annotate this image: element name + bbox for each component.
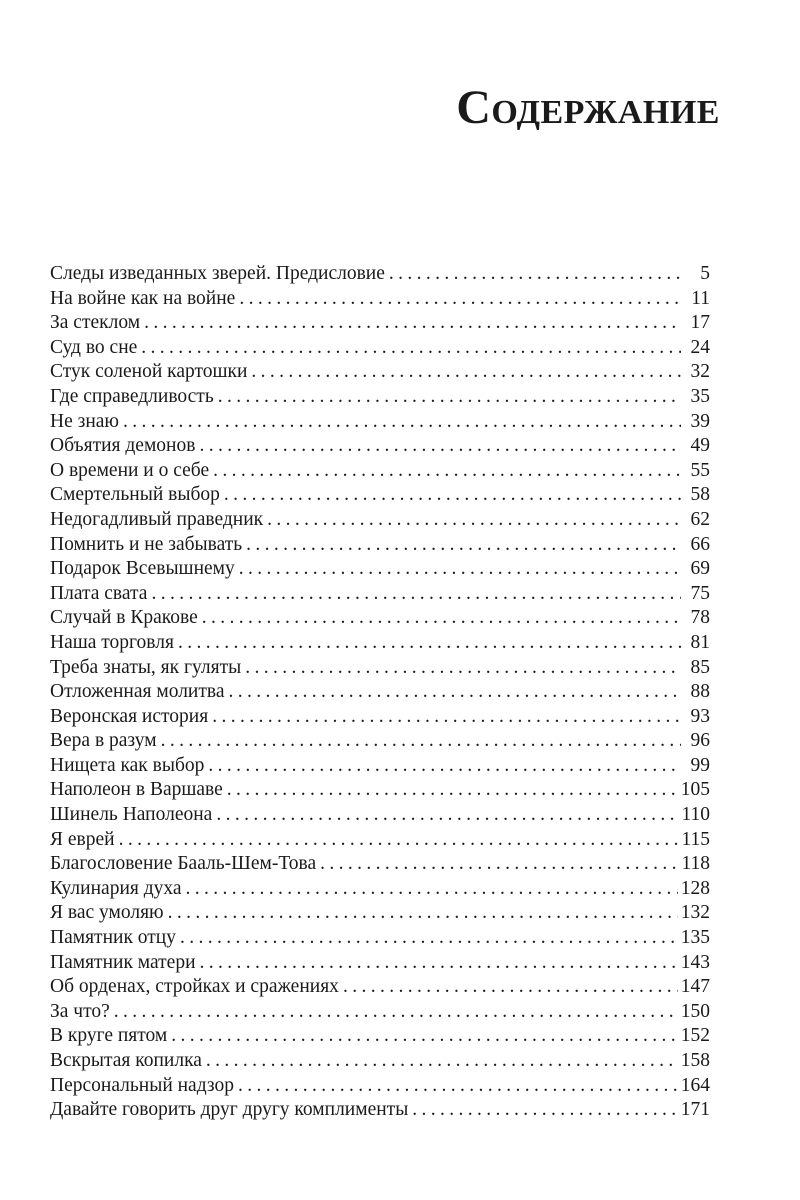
toc-page-number: 17	[690, 312, 710, 334]
table-of-contents	[50, 262, 710, 1123]
toc-entry-title: Я вас умоляю	[50, 902, 164, 924]
toc-entry	[50, 1049, 710, 1074]
leader-dots	[227, 778, 678, 803]
toc-page-number: 85	[690, 656, 710, 678]
leader-dots	[228, 680, 681, 705]
toc-entry-title: Нищета как выбор	[50, 754, 205, 776]
leader-dots	[119, 828, 679, 853]
toc-entry-title: На войне как на войне	[50, 287, 236, 309]
leader-dots	[161, 729, 681, 754]
toc-entry-title: Памятник отцу	[50, 927, 176, 949]
toc-entry-title: Суд во сне	[50, 336, 138, 358]
leader-dots	[178, 631, 681, 656]
toc-entry-title: В круге пятом	[50, 1025, 168, 1047]
toc-entry	[50, 926, 710, 951]
toc-page-number: 110	[681, 804, 710, 826]
leader-dots	[389, 262, 681, 287]
leader-dots	[199, 434, 681, 459]
toc-page-number: 152	[680, 1025, 710, 1047]
leader-dots	[151, 582, 681, 607]
toc-entry	[50, 778, 710, 803]
leader-dots	[206, 1049, 678, 1074]
toc-page-number: 147	[680, 976, 710, 998]
toc-entry	[50, 606, 710, 631]
leader-dots	[208, 754, 681, 779]
leader-dots	[343, 975, 678, 1000]
toc-entry-title: О времени и о себе	[50, 459, 210, 481]
leader-dots	[239, 557, 681, 582]
toc-entry-title: Наша торговля	[50, 631, 174, 653]
toc-entry-title: Объятия демонов	[50, 435, 196, 457]
toc-entry	[50, 410, 710, 435]
toc-page-number: 171	[680, 1099, 710, 1121]
toc-entry-title: Стук соленой картошки	[50, 361, 248, 383]
toc-entry-title: Недогадливый праведник	[50, 508, 264, 530]
leader-dots	[123, 410, 681, 435]
toc-entry-title: Давайте говорить друг другу комплименты	[50, 1099, 409, 1121]
leader-dots	[171, 1024, 677, 1049]
toc-page-number: 58	[690, 484, 710, 506]
toc-entry	[50, 1000, 710, 1025]
toc-entry	[50, 705, 710, 730]
toc-page-number: 66	[690, 533, 710, 555]
toc-entry-title: Кулинария духа	[50, 877, 182, 899]
toc-page-number: 62	[690, 508, 710, 530]
toc-page-number: 115	[681, 828, 710, 850]
toc-page-number: 150	[680, 1000, 710, 1022]
leader-dots	[186, 877, 678, 902]
toc-page-number: 135	[680, 927, 710, 949]
toc-entry-title: Смертельный выбор	[50, 484, 220, 506]
leader-dots	[218, 385, 681, 410]
toc-page-number: 164	[680, 1074, 710, 1096]
toc-entry-title: Я еврей	[50, 828, 115, 850]
toc-entry	[50, 901, 710, 926]
toc-page-number: 55	[690, 459, 710, 481]
leader-dots	[246, 533, 681, 558]
toc-page-number: 88	[690, 681, 710, 703]
leader-dots	[238, 1074, 678, 1099]
toc-page-number: 24	[690, 336, 710, 358]
leader-dots	[141, 336, 681, 361]
toc-entry	[50, 262, 710, 287]
toc-entry-title: Не знаю	[50, 410, 119, 432]
toc-page-number: 35	[690, 385, 710, 407]
toc-entry-title: Помнить и не забывать	[50, 533, 243, 555]
toc-entry-title: Треба знаты, як гуляты	[50, 656, 242, 678]
leader-dots	[245, 656, 681, 681]
toc-entry-title: Памятник матери	[50, 951, 196, 973]
toc-entry	[50, 975, 710, 1000]
toc-entry	[50, 803, 710, 828]
leader-dots	[114, 1000, 678, 1025]
toc-page-number: 5	[700, 263, 710, 284]
toc-entry	[50, 533, 710, 558]
toc-entry-title: Вскрытая копилка	[50, 1050, 202, 1071]
leader-dots	[180, 926, 678, 951]
toc-entry-title: Подарок Всевышнему	[50, 558, 235, 580]
leader-dots	[200, 951, 678, 976]
leader-dots	[168, 901, 678, 926]
toc-entry-title: Случай в Кракове	[50, 607, 198, 629]
toc-entry	[50, 656, 710, 681]
toc-page-number: 132	[680, 902, 710, 924]
leader-dots	[267, 508, 681, 533]
leader-dots	[144, 311, 681, 336]
toc-page-number: 69	[690, 558, 710, 580]
toc-entry	[50, 754, 710, 779]
toc-entry	[50, 360, 710, 385]
toc-entry	[50, 287, 710, 312]
toc-entry	[50, 385, 710, 410]
toc-entry-title: Плата свата	[50, 582, 148, 604]
leader-dots	[224, 483, 681, 508]
toc-entry-title: Веронская история	[50, 705, 209, 727]
toc-entry	[50, 852, 710, 877]
toc-page-number: 75	[690, 582, 710, 604]
toc-entry	[50, 1098, 710, 1123]
toc-entry	[50, 434, 710, 459]
toc-entry	[50, 557, 710, 582]
leader-dots	[412, 1098, 677, 1123]
toc-entry-title: Благословение Бааль-Шем-Това	[50, 853, 317, 875]
toc-entry	[50, 729, 710, 754]
toc-entry	[50, 877, 710, 902]
toc-page-number: 128	[680, 877, 710, 899]
toc-entry-title: Вера в разум	[50, 730, 157, 752]
toc-entry-title: Наполеон в Варшаве	[50, 779, 223, 801]
toc-page-number: 99	[690, 754, 710, 776]
toc-entry-title: Отложенная молитва	[50, 681, 225, 703]
leader-dots	[216, 803, 678, 828]
toc-entry-title: Следы изведанных зверей. Предисловие	[50, 263, 385, 284]
toc-entry	[50, 680, 710, 705]
toc-page-number: 81	[690, 631, 710, 653]
toc-page-number: 118	[681, 853, 710, 875]
toc-entry-title: За стеклом	[50, 312, 141, 334]
toc-page-number: 78	[690, 607, 710, 629]
toc-entry	[50, 311, 710, 336]
toc-entry-title: Об орденах, стройках и сражениях	[50, 976, 339, 998]
leader-dots	[202, 606, 681, 631]
page-title: Содержание	[456, 81, 720, 134]
toc-page-number: 96	[690, 730, 710, 752]
toc-entry	[50, 336, 710, 361]
toc-entry	[50, 1074, 710, 1099]
toc-page-number: 39	[690, 410, 710, 432]
toc-entry	[50, 828, 710, 853]
toc-page-number: 49	[690, 435, 710, 457]
toc-entry	[50, 459, 710, 484]
leader-dots	[251, 360, 681, 385]
toc-entry-title: Шинель Наполеона	[50, 804, 213, 826]
toc-entry	[50, 951, 710, 976]
toc-entry	[50, 631, 710, 656]
toc-page-number: 93	[690, 705, 710, 727]
leader-dots	[320, 852, 678, 877]
toc-entry	[50, 582, 710, 607]
toc-page-number: 143	[680, 951, 710, 973]
leader-dots	[239, 287, 681, 312]
toc-entry	[50, 483, 710, 508]
leader-dots	[213, 459, 681, 484]
toc-page-number: 32	[690, 361, 710, 383]
toc-entry-title: За что?	[50, 1000, 110, 1022]
toc-entry-title: Персональный надзор	[50, 1074, 234, 1096]
leader-dots	[212, 705, 681, 730]
toc-entry	[50, 508, 710, 533]
toc-entry	[50, 1024, 710, 1049]
toc-page-number: 105	[680, 779, 710, 801]
toc-page-number: 158	[680, 1050, 710, 1071]
toc-entry-title: Где справедливость	[50, 385, 214, 407]
toc-page-number: 11	[691, 287, 710, 309]
